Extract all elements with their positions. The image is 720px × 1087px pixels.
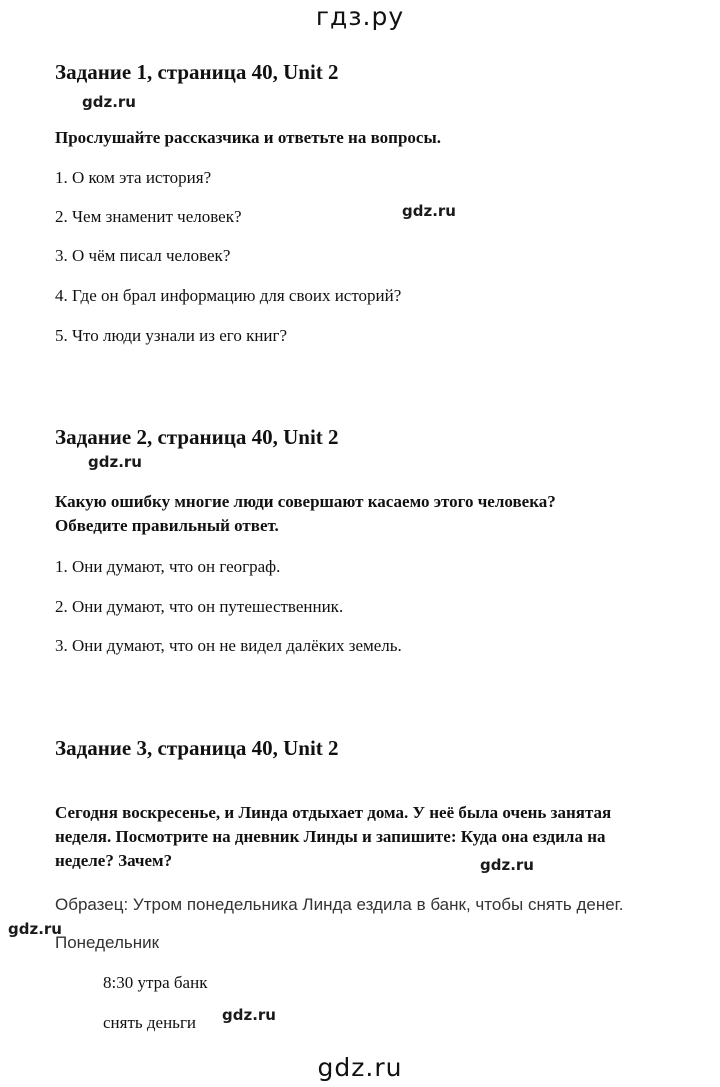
task3-instruction-line: Сегодня воскресенье, и Линда отдыхает дома. У неё была очень занятая	[55, 803, 612, 822]
task1-question: 1. О ком эта история?	[55, 168, 212, 187]
task2-instruction-line: Обведите правильный ответ.	[55, 516, 279, 535]
watermark: gdz.ru	[88, 453, 142, 471]
site-header: гдз.ру	[315, 2, 405, 31]
task3-title: Задание 3, страница 40, Unit 2	[55, 736, 339, 760]
task1-question: 3. О чём писал человек?	[55, 246, 231, 265]
task1-question: 5. Что люди узнали из его книг?	[55, 326, 288, 345]
task3-sample: Образец: Утром понедельника Линда ездила в банк, чтобы снять денег.	[55, 895, 624, 914]
task1-question: 2. Чем знаменит человек?	[55, 207, 242, 226]
task1-question: 4. Где он брал информацию для своих историй?	[55, 286, 402, 305]
task2-title: Задание 2, страница 40, Unit 2	[55, 425, 339, 449]
task2-option: 2. Они думают, что он путешественник.	[55, 597, 344, 616]
task3-instruction-line: неделе? Зачем?	[55, 851, 173, 870]
site-footer: gdz.ru	[317, 1053, 403, 1082]
watermark: gdz.ru	[82, 93, 136, 111]
task3-day: Понедельник	[55, 933, 160, 952]
task2-option: 1. Они думают, что он географ.	[55, 557, 281, 576]
watermark: gdz.ru	[480, 856, 534, 874]
task2-option: 3. Они думают, что он не видел далёких земель.	[55, 636, 402, 655]
task2-instruction	[55, 490, 556, 538]
task2-instruction-line: Какую ошибку многие люди совершают касаемо этого человека?	[55, 492, 556, 511]
task1-instruction: Прослушайте рассказчика и ответьте на вопросы.	[55, 128, 441, 147]
watermark: gdz.ru	[402, 202, 456, 220]
task3-entry-time: 8:30 утра банк	[103, 973, 208, 992]
task3-entry-purpose: снять деньги	[103, 1013, 197, 1032]
task3-instruction-line: неделя. Посмотрите на дневник Линды и запишите: Куда она ездила на	[55, 827, 606, 846]
watermark: gdz.ru	[222, 1006, 276, 1024]
task1-title: Задание 1, страница 40, Unit 2	[55, 60, 339, 84]
watermark: gdz.ru	[8, 920, 62, 938]
